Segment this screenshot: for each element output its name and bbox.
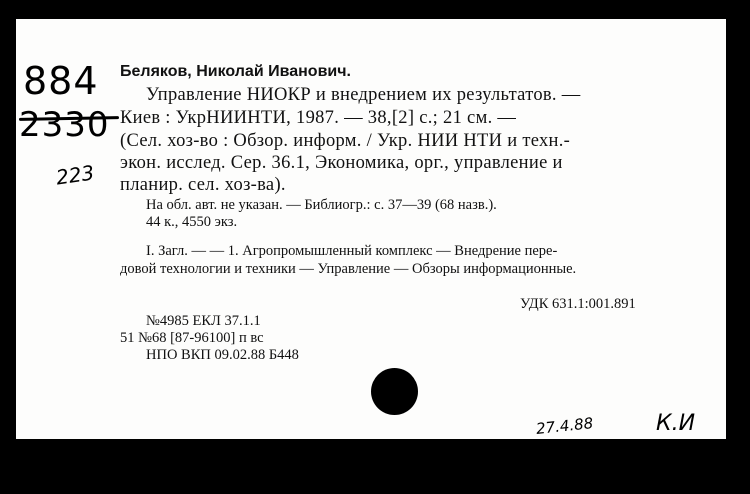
description-line: Управление НИОКР и внедрением их результатов. — — [146, 85, 581, 105]
handwritten-shelf-top: 884 — [23, 59, 99, 103]
handwritten-note-left: 223 — [54, 160, 96, 190]
bibliography-note: На обл. авт. не указан. — Библиогр.: с. 37—39 (68 назв.). — [146, 197, 497, 213]
accession-stamp: 51 №68 [87-96100] п вс — [120, 330, 264, 346]
subject-tracing: I. Загл. — — 1. Агропромышленный комплекс — Внедрение пере- — [146, 243, 558, 259]
description-line: экон. исслед. Сер. 36.1, Экономика, орг., управление и — [120, 153, 563, 173]
handwritten-date: 27.4.88 — [535, 414, 595, 438]
accession-stamp: №4985 ЕКЛ 37.1.1 — [146, 313, 261, 329]
price-print-run: 44 к., 4550 экз. — [146, 214, 238, 230]
description-line: (Сел. хоз-во : Обзор. информ. / Укр. НИИ НТИ и техн.- — [120, 131, 571, 151]
author-heading: Беляков, Николай Иванович. — [120, 63, 351, 80]
description-line: планир. сел. хоз-ва). — [120, 175, 286, 195]
handwritten-initials: К.И — [656, 411, 696, 436]
handwritten-shelf-bottom: 2330 — [19, 105, 110, 145]
accession-stamp: НПО ВКП 09.02.88 Б448 — [146, 347, 299, 363]
description-line: Киев : УкрНИИНТИ, 1987. — 38,[2] с.; 21 см. — — [120, 108, 517, 128]
card-punch-hole — [371, 368, 418, 415]
catalog-card — [16, 19, 726, 439]
udc-code: УДК 631.1:001.891 — [520, 296, 636, 312]
subject-tracing: довой технологии и техники — Управление — Обзоры информационные. — [120, 261, 577, 277]
